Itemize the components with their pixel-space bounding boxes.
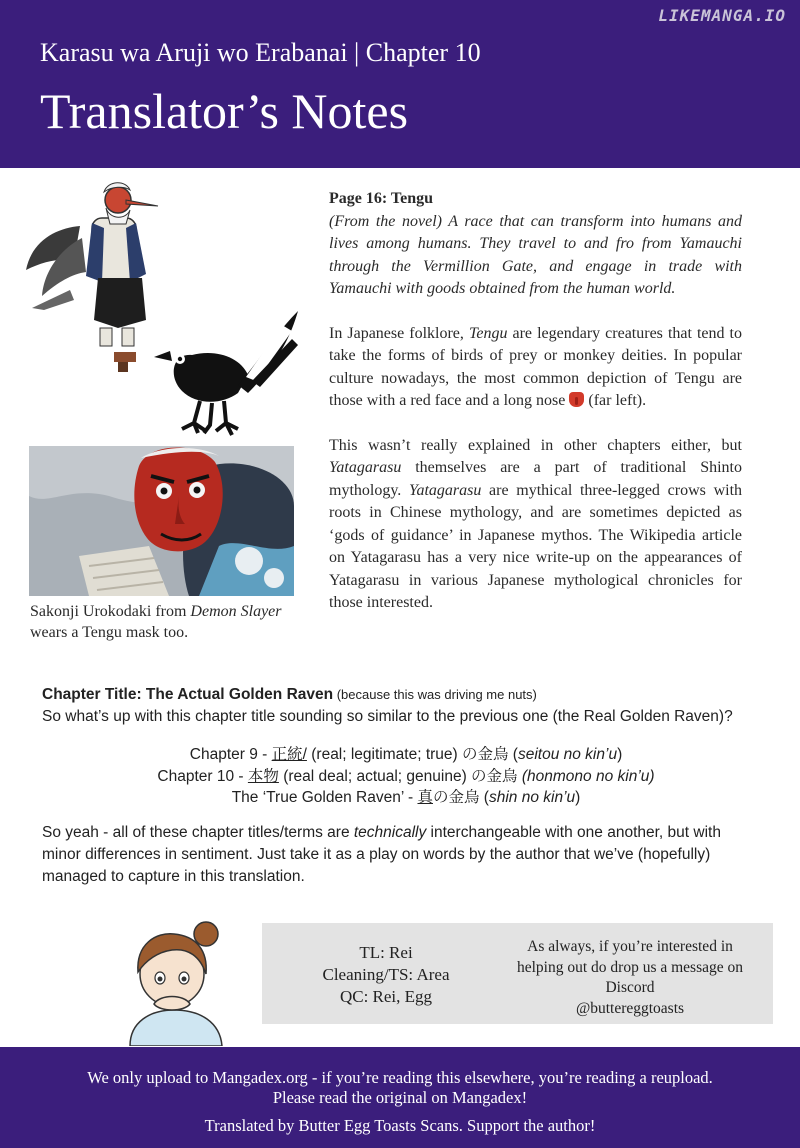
- caption-series: Demon Slayer: [190, 603, 282, 620]
- series-title: Karasu wa Aruji wo Erabanai | Chapter 10: [40, 38, 481, 67]
- footer-line-3: Translated by Butter Egg Toasts Scans. Support the author!: [204, 1116, 596, 1135]
- emphasis: technically: [353, 823, 427, 841]
- romaji: shin no kin’u: [488, 789, 576, 806]
- yatagarasu-text-end: are mythical three-legged crows with roots in Chinese mythology, and are sometimes depicted as ‘gods of guidance’ in Japanese mythos. The Wikipedia article on Yatagarasu has a very nice write-up on the appearances of Yatagarasu in various Japanese mythological chronicles for those interested.: [329, 481, 743, 611]
- site-watermark: LIKEMANGA.IO: [658, 6, 786, 25]
- folklore-paragraph: [329, 323, 742, 413]
- tengu-note: [329, 188, 742, 637]
- chibi-girl-illustration: [110, 914, 240, 1046]
- tengu-mask-icon: [569, 392, 584, 407]
- credit-qc: QC: Rei, Egg: [339, 987, 433, 1006]
- yatagarasu-term-2: Yatagarasu: [409, 481, 482, 499]
- kanji-term: 本物: [247, 767, 279, 785]
- recruitment-text: As always, if you’re interested in helping out do drop us a message on Discord: [516, 938, 743, 996]
- chapter-title-heading-row: [42, 684, 762, 706]
- novel-quote: (From the novel) A race that can transform into humans and lives among humans. They travel to and fro from Yamauchi through the Vermillion Gate, and engage in trade with Yamauchi with goods obtained from the human world.: [329, 212, 742, 297]
- folklore-text: In Japanese folklore,: [329, 324, 469, 342]
- kanji-term: 真: [417, 789, 433, 806]
- comparison-line: Chapter 9 - 正統/ (real; legitimate; true) の金烏 (seitou no kin’u): [189, 746, 623, 763]
- crow-illustration: [152, 305, 304, 439]
- romaji: (honmono no kin’u): [521, 767, 655, 785]
- credit-tl: TL: Rei: [359, 943, 413, 962]
- discord-handle: @buttereggtoasts: [575, 999, 685, 1017]
- caption-text-end: wears a Tengu mask too.: [30, 624, 189, 641]
- romaji: seitou no kin’u: [517, 746, 618, 763]
- credit-cleaning: Cleaning/TS: Area: [322, 965, 450, 984]
- footer-line-2: Please read the original on Mangadex!: [272, 1088, 528, 1107]
- chapter-title-aside: (because this was driving me nuts): [333, 687, 537, 702]
- recruitment-note: [510, 937, 750, 1019]
- page-title: Translator’s Notes: [40, 83, 409, 139]
- comparison-line: The ‘True Golden Raven’ - 真の金烏 (shin no kin’u): [231, 789, 581, 806]
- folklore-text-cont: are legendary creatures that tend to take the forms of birds of prey or monkey deities. In popular culture nowadays, the most common depiction of Tengu are those with a red face and a long nose: [329, 324, 742, 409]
- folklore-text-end: (far left).: [584, 392, 647, 409]
- footer-banner: [0, 1047, 800, 1148]
- yatagarasu-text-cont: themselves are a part of traditional Shinto mythology.: [329, 459, 742, 499]
- tengu-term: Tengu: [468, 324, 508, 342]
- chapter-title-note: [42, 684, 762, 888]
- demon-slayer-screenshot: [29, 446, 294, 596]
- chapter-title-question: So what’s up with this chapter title sounding so similar to the previous one (the Real Golden Raven)?: [42, 708, 733, 725]
- comparison-line: Chapter 10 - 本物 (real deal; actual; genuine) の金烏 (honmono no kin’u): [157, 767, 655, 785]
- chapter-title-comparison: [42, 744, 770, 809]
- yatagarasu-text: This wasn’t really explained in other chapters either, but: [329, 436, 742, 454]
- caption-text: Sakonji Urokodaki from: [30, 603, 191, 620]
- staff-credits: [300, 942, 472, 1008]
- kanji-term: 正統/: [271, 746, 307, 763]
- header-banner: [0, 0, 800, 168]
- yatagarasu-paragraph: [329, 435, 742, 615]
- yatagarasu-term: Yatagarasu: [329, 459, 402, 476]
- closing-paragraph: So yeah - all of these chapter titles/terms are technically interchangeable with one another, but with minor differences in sentiment. Just take it as a play on words by the author that we’ve (hopefully) managed to capture in this translation.: [42, 823, 721, 885]
- chapter-title-heading: Chapter Title: The Actual Golden Raven: [42, 686, 334, 703]
- tengu-note-heading: Page 16: Tengu: [329, 190, 434, 207]
- image-caption: [30, 601, 302, 643]
- footer-notice: [0, 1068, 800, 1108]
- footer-line-1: We only upload to Mangadex.org - if you’re reading this elsewhere, you’re reading a reupload.: [87, 1068, 713, 1087]
